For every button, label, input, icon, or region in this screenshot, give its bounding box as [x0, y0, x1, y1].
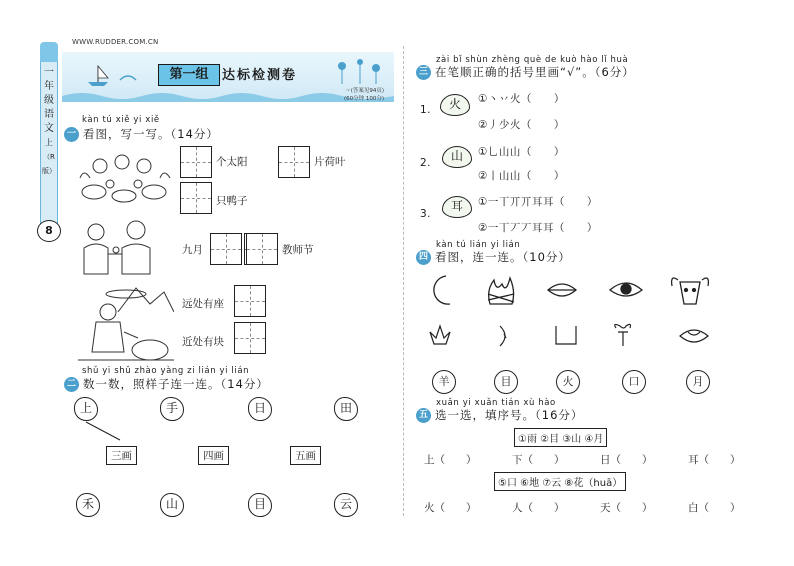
s1-heading — [64, 126, 219, 142]
mouth-picture-icon — [548, 284, 576, 296]
s5-blank[interactable]: 火（ ） — [424, 502, 477, 514]
s3-pinyin: zài bǐ shùn zhèng què de kuò hào lǐ huà — [436, 55, 629, 65]
s5-blank[interactable]: 天（ ） — [600, 502, 653, 514]
s1-row2 — [180, 182, 212, 218]
answer-page-note: ☞(答案见94页) — [345, 88, 384, 94]
example-connect-line — [84, 420, 124, 444]
mouth-glyph-icon — [556, 326, 576, 344]
s5-blank[interactable]: 白（ ） — [688, 502, 741, 514]
s3-option[interactable]: ①乚山山（ ） — [478, 146, 565, 158]
fire-picture-icon — [488, 278, 514, 304]
s1-row3-box3 — [246, 233, 278, 269]
s5-blank[interactable]: 日（ ） — [600, 454, 653, 466]
sheep-glyph-icon — [615, 324, 631, 346]
sheep-picture-icon — [672, 278, 709, 304]
s1-number: 一 — [64, 127, 79, 142]
s3-option[interactable]: ②丨山山（ ） — [478, 170, 565, 182]
s3-number: 三 — [416, 65, 431, 80]
moon-picture-icon — [434, 276, 450, 304]
side-char: 年 — [44, 81, 54, 92]
s2-heading — [64, 376, 269, 392]
page-divider — [403, 46, 404, 516]
char-flower-top[interactable]: 上 — [74, 397, 98, 421]
site-url: WWW.RUDDER.COM.CN — [72, 38, 159, 46]
fire-glyph-icon — [430, 326, 450, 344]
s1-title: 看图，写一写。（14分） — [83, 127, 219, 141]
s1-word4a: 九月 — [182, 244, 203, 256]
option-box-1: ①雨 ②目 ③山 ④月 — [514, 428, 607, 447]
writing-box[interactable] — [234, 322, 266, 354]
title-banner — [62, 52, 394, 102]
teachers-day-illustration — [74, 218, 164, 278]
side-tab-cap — [40, 42, 58, 62]
boat-decoration-icon — [84, 60, 144, 88]
side-char: 版） — [42, 167, 56, 175]
s1-word6: 近处有块 — [182, 336, 224, 348]
side-char: 级 — [44, 95, 54, 106]
answer-note — [344, 87, 384, 103]
s5-blank[interactable]: 耳（ ） — [688, 454, 741, 466]
writing-box[interactable] — [246, 233, 278, 265]
char-flower-bottom[interactable]: 山 — [160, 493, 184, 517]
s5-number: 五 — [416, 408, 431, 423]
char-flower-bottom[interactable]: 云 — [334, 493, 358, 517]
s3-char: 火 — [440, 94, 470, 116]
s5-pinyin: xuǎn yi xuǎn tián xù hào — [436, 398, 556, 408]
stroke-count-box[interactable]: 四画 — [198, 446, 229, 465]
sun-lotus-duck-illustration — [74, 148, 174, 208]
s4-char-circle[interactable]: 火 — [556, 370, 580, 394]
writing-box[interactable] — [180, 182, 212, 214]
char-flower-top[interactable]: 手 — [160, 397, 184, 421]
s4-title: 看图，连一连。（10分） — [435, 250, 571, 264]
eye-picture-icon — [610, 283, 642, 296]
s1-word4b: 教师节 — [282, 244, 314, 256]
s1-row1 — [180, 146, 212, 182]
side-tab — [36, 42, 60, 242]
flower-decoration-icon — [330, 56, 390, 86]
s1-word5: 远处有座 — [182, 298, 224, 310]
s3-char: 山 — [442, 146, 472, 168]
s4-char-circle[interactable]: 羊 — [432, 370, 456, 394]
char-flower-bottom[interactable]: 禾 — [76, 493, 100, 517]
char-flower-top[interactable]: 日 — [248, 397, 272, 421]
char-flower-bottom[interactable]: 目 — [248, 493, 272, 517]
s2-number: 二 — [64, 377, 79, 392]
s5-blank[interactable]: 上（ ） — [424, 454, 477, 466]
side-char: 文 — [44, 123, 54, 134]
s1-row1b — [278, 146, 310, 182]
s3-item-number: 1. — [420, 104, 432, 116]
writing-box[interactable] — [234, 285, 266, 317]
writing-box[interactable] — [278, 146, 310, 178]
s4-char-circle[interactable]: 口 — [622, 370, 646, 394]
s3-char: 耳 — [442, 196, 472, 218]
stroke-count-box[interactable]: 三画 — [106, 446, 137, 465]
s1-row4 — [234, 285, 266, 321]
side-char: 一 — [44, 67, 54, 78]
side-char: 上 — [45, 138, 53, 147]
option-box-2: ⑤口 ⑥地 ⑦云 ⑧花（huā） — [494, 472, 626, 491]
s4-number: 四 — [416, 250, 431, 265]
s3-option[interactable]: ①一丅丌丌耳耳（ ） — [478, 196, 598, 208]
s2-title: 数一数，照样子连一连。（14分） — [83, 377, 269, 391]
s5-heading — [416, 407, 583, 423]
page-number: 8 — [37, 220, 61, 242]
s4-pinyin: kàn tú lián yi lián — [436, 240, 521, 250]
side-char: 语 — [44, 109, 54, 120]
s1-word3: 只鸭子 — [216, 195, 248, 207]
writing-box[interactable] — [210, 233, 242, 265]
eye-glyph-icon — [680, 330, 708, 342]
moon-glyph-icon — [500, 326, 506, 346]
group-label: 第一组 — [158, 64, 220, 86]
s3-title: 在笔顺正确的括号里画“√”。（6分） — [435, 65, 635, 79]
s1-word1: 个太阳 — [216, 156, 248, 168]
s1-pinyin: kàn tú xiě yi xiě — [82, 115, 160, 125]
s1-word2: 片荷叶 — [314, 156, 346, 168]
s1-row5 — [234, 322, 266, 358]
s5-blank[interactable]: 人（ ） — [512, 502, 565, 514]
char-flower-top[interactable]: 田 — [334, 397, 358, 421]
s3-item-number: 3. — [420, 208, 432, 220]
s3-heading — [416, 64, 635, 80]
side-grade-label — [40, 62, 58, 230]
s2-pinyin: shǔ yi shǔ zhào yàng zi lián yi lián — [82, 366, 250, 376]
s3-option[interactable]: ①丶丷火（ ） — [478, 93, 565, 105]
page-title: 达标检测卷 — [222, 68, 298, 83]
stroke-count-box[interactable]: 五画 — [290, 446, 321, 465]
s4-char-circle[interactable]: 月 — [686, 370, 710, 394]
mountain-stone-illustration — [78, 282, 174, 364]
s5-title: 选一选，填序号。（16分） — [435, 408, 584, 422]
s3-item-number: 2. — [420, 157, 432, 169]
s5-blank[interactable]: 下（ ） — [512, 454, 565, 466]
pictures-row — [420, 270, 720, 314]
s3-option[interactable]: ②丿少火（ ） — [478, 119, 565, 131]
time-score-note: (60分钟 100分) — [343, 96, 384, 102]
s4-char-circle[interactable]: 目 — [494, 370, 518, 394]
writing-box[interactable] — [180, 146, 212, 178]
s4-heading — [416, 249, 571, 265]
side-char: （R — [43, 153, 55, 161]
s3-option[interactable]: ②一丅丆丆耳耳（ ） — [478, 222, 598, 234]
ancient-glyphs-row — [420, 320, 720, 350]
